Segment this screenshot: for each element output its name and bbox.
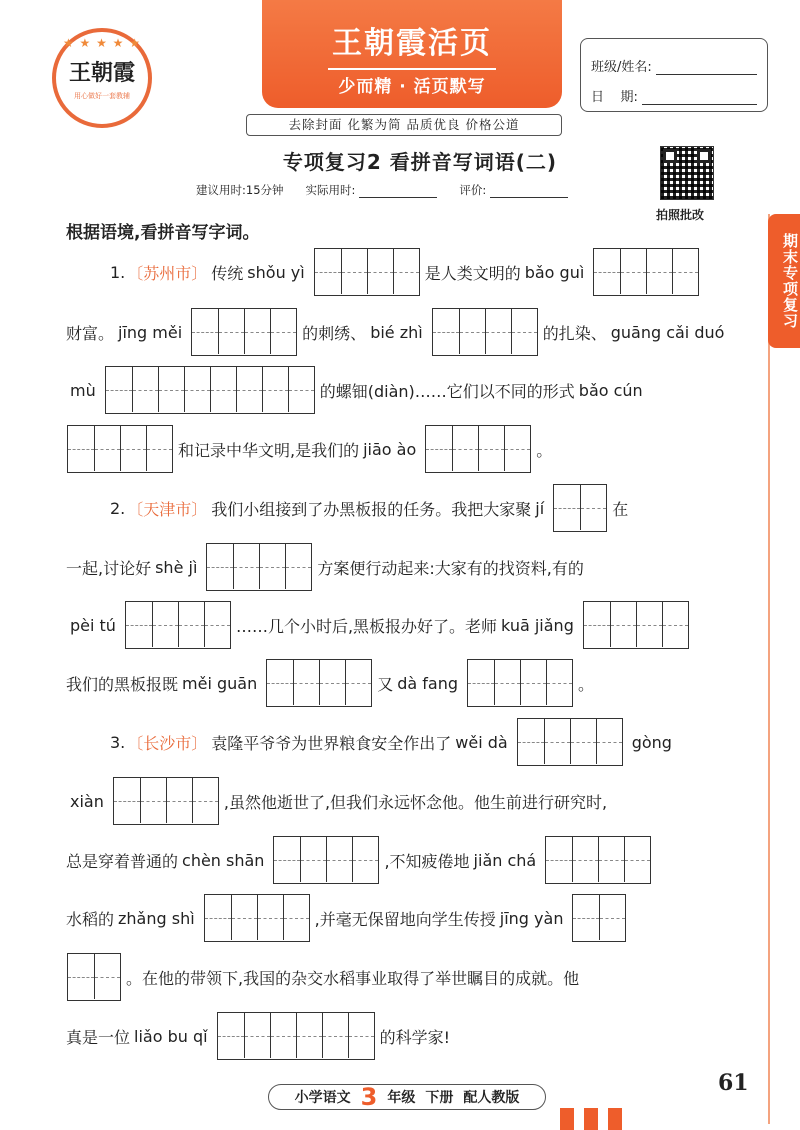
text: 我们小组接到了办黑板报的任务。我把大家聚 [211,499,532,519]
text: ,并毫无保留地向学生传授 [314,909,496,929]
answer-grid[interactable] [583,601,689,649]
pinyin: guāng cǎi duó [610,322,725,342]
q1-city: 〔苏州市〕 [127,263,208,283]
q3-city: 〔长沙市〕 [127,733,208,753]
pinyin: mù [70,380,96,400]
text: 的螺钿(diàn)……它们以不同的形式 [319,381,575,401]
text: 袁隆平爷爷为世界粮食安全作出了 [211,733,452,753]
date-field[interactable] [642,90,757,105]
student-info-box [580,38,768,112]
answer-grid[interactable] [432,308,538,356]
q2-city: 〔天津市〕 [127,499,208,519]
answer-grid[interactable] [67,953,121,1001]
answer-grid[interactable] [204,894,310,942]
date-row [591,75,757,105]
answer-grid[interactable] [217,1012,375,1060]
text: 总是穿着普通的 [66,851,179,871]
q2-number: 2. [110,498,126,518]
instruction: 根据语境,看拼音写字词。 [66,223,260,243]
footer-badge [268,1084,546,1110]
text: ,不知疲倦地 [384,851,470,871]
footer-grade-label: 年级 [387,1090,416,1106]
text: 。在他的带领下,我国的杂交水稻事业取得了举世瞩目的成就。他 [126,968,580,988]
suggested-time: 建议用时:15分钟 [196,183,284,197]
text: 财富。 [66,323,115,343]
q3-line-3 [66,836,656,884]
q3-line-1 [110,718,676,766]
answer-grid[interactable] [572,894,626,942]
banner-subtitle: 少而精 · 活页默写 [328,68,495,99]
answer-grid[interactable] [545,836,651,884]
side-stripe [768,214,770,1124]
answer-grid[interactable] [67,425,173,473]
answer-grid[interactable] [467,659,573,707]
text: 在 [612,499,629,519]
pinyin: xiàn [70,791,104,811]
pinyin: jiǎn chá [473,850,537,870]
pinyin: shǒu yì [247,262,305,282]
text: 。 [536,440,553,460]
answer-grid[interactable] [206,543,312,591]
pinyin: kuā jiǎng [501,615,574,635]
answer-grid[interactable] [553,484,607,532]
footer-term: 下册 [425,1090,454,1106]
actual-time-field[interactable] [359,185,437,198]
answer-grid[interactable] [191,308,297,356]
class-name-label: 班级/姓名: [591,60,652,75]
pinyin: pèi tú [70,615,116,635]
text: 传统 [211,263,244,283]
q3-line-4 [66,894,631,942]
q3-line-6 [66,1012,450,1060]
logo-name: 王朝霞 [68,60,135,86]
q1-line-1 [110,248,704,296]
evaluation-label: 评价: [459,183,487,197]
worksheet-title: 专项复习2 看拼音写词语(二) [282,150,558,174]
footer-subject: 小学语文 [294,1090,351,1106]
bottom-decoration [560,1108,680,1130]
answer-grid[interactable] [125,601,231,649]
pinyin: shè jì [155,557,198,577]
pinyin: gòng [631,732,672,752]
class-name-field[interactable] [656,60,757,75]
footer-edition: 配人教版 [463,1090,520,1106]
actual-time-label: 实际用时: [305,183,356,197]
banner-title: 王朝霞活页 [332,26,492,61]
pinyin: měi guān [182,673,258,693]
pinyin: jiāo ào [363,439,417,459]
answer-grid[interactable] [425,425,531,473]
q1-line-4 [62,425,552,473]
header-banner [262,0,562,108]
text: 方案便行动起来:大家有的找资料,有的 [317,558,584,578]
logo-tagline: 用心做好一套教辅 [74,92,130,100]
text: 真是一位 [66,1027,131,1047]
pinyin: jīng měi [118,322,183,342]
footer-grade-number: 3 [360,1083,378,1111]
q2-line-2 [66,543,584,591]
pinyin: bié zhì [370,322,423,342]
q2-line-4 [66,659,594,707]
answer-grid[interactable] [517,718,623,766]
pinyin: jīng yàn [499,908,564,928]
text: 我们的黑板报既 [66,674,179,694]
q3-line-5 [62,953,579,1001]
pinyin: jí [535,498,545,518]
text: 的扎染、 [542,323,607,343]
q3-number: 3. [110,732,126,752]
text: ……几个小时后,黑板报办好了。老师 [235,616,498,636]
q1-line-3 [66,366,647,414]
pinyin: zhǎng shì [118,908,195,928]
answer-grid[interactable] [593,248,699,296]
q3-line-2 [66,777,607,825]
q1-number: 1. [110,262,126,282]
answer-grid[interactable] [105,366,315,414]
time-meta [196,182,636,198]
text: 是人类文明的 [424,263,521,283]
page-number: 61 [718,1070,749,1096]
pinyin: bǎo cún [578,380,643,400]
qr-code-icon[interactable] [660,146,714,200]
evaluation-field[interactable] [490,185,568,198]
answer-grid[interactable] [113,777,219,825]
text: 的科学家! [379,1027,450,1047]
qr-label: 拍照批改 [656,208,705,222]
pinyin: wěi dà [455,732,508,752]
pinyin: bǎo guì [524,262,585,282]
text: 一起,讨论好 [66,558,152,578]
text: 。 [578,674,595,694]
q2-line-3 [66,601,694,649]
pinyin: dà fang [397,673,459,693]
text: ,虽然他逝世了,但我们永远怀念他。他生前进行研究时, [223,792,608,812]
date-label: 日 期: [591,90,638,105]
side-tab: 期末专项复习 [768,214,800,348]
answer-grid[interactable] [266,659,372,707]
slogan: 去除封面 化繁为简 品质优良 价格公道 [246,114,562,136]
text: 的刺绣、 [302,323,367,343]
answer-grid[interactable] [314,248,420,296]
q1-line-2 [66,308,728,356]
pinyin: liǎo bu qǐ [134,1026,208,1046]
text: 又 [377,674,394,694]
brand-logo [52,28,152,128]
pinyin: chèn shān [182,850,265,870]
q2-line-1 [110,484,628,532]
text: 水稻的 [66,909,115,929]
answer-grid[interactable] [273,836,379,884]
logo-stars: ★ ★ ★ ★ ★ [62,36,142,50]
class-name-row [591,45,757,75]
text: 和记录中华文明,是我们的 [178,440,360,460]
